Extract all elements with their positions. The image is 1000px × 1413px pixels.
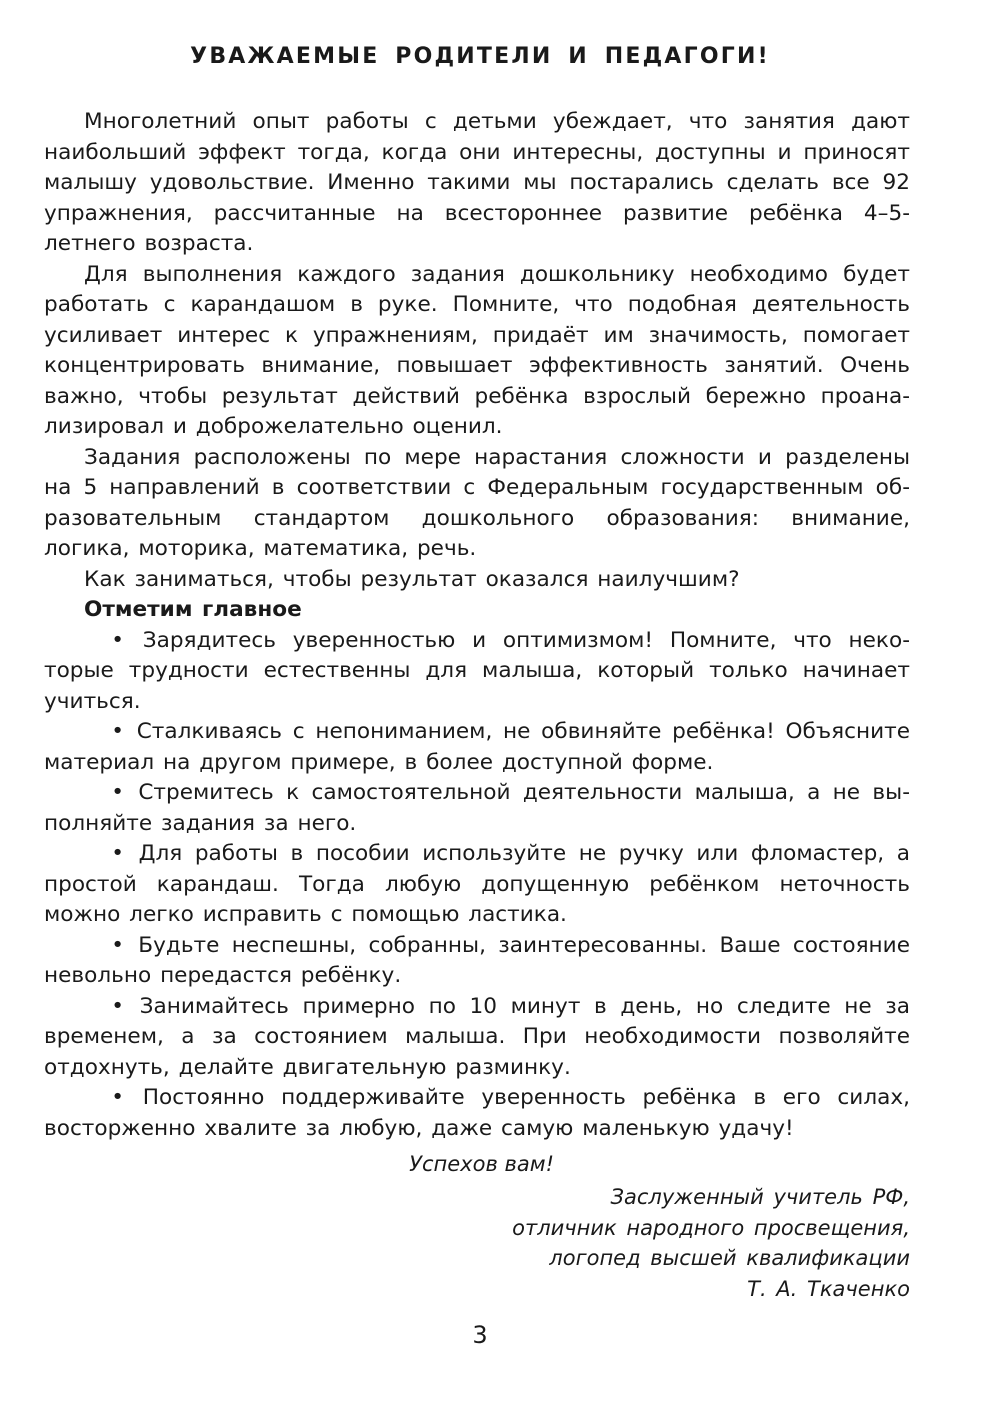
- list-item-text: Для работы в пособии используйте не ручку или фломастер, а простой карандаш. Тогда любую допущенную ребёнком неточность можно легко исправить с помощью ластика.: [44, 841, 910, 927]
- page-title: УВАЖАЕМЫЕ РОДИТЕЛИ И ПЕДАГОГИ!: [190, 44, 770, 69]
- list-item: [44, 626, 910, 718]
- list-item-text: Зарядитесь уверенностью и оптимизмом! Помните, что некоторые трудности естественны для малыша, который только начинает учиться.: [44, 627, 910, 714]
- list-item-text: Занимайтесь примерно по 10 минут в день, но следите не за временем, а за состоянием малыша. При необходимости позволяйте отдохнуть, делайте двигательную разминку.: [44, 993, 910, 1080]
- author-name: Т. А. Ткаченко: [747, 1276, 910, 1301]
- bullet-icon: •: [111, 841, 124, 866]
- list-item-text: Постоянно поддерживайте уверенность ребёнка в его силах, восторженно хвалите за любую, даже самую маленькую удачу!: [44, 1085, 910, 1141]
- paragraph-structure: Задания расположены по мере нарастания сложности и разделены на 5 направлений в соответствии с Федеральным государственным образовательным стандартом дошкольного образования: внимание, логика, моторика, математика, речь.: [44, 444, 910, 561]
- list-item: [44, 931, 910, 992]
- closing-wish: Успехов вам!: [409, 1152, 554, 1176]
- paragraph-pencil: Для выполнения каждого задания дошкольнику необходимо будет работать с карандашом в руке. Помните, что подобная деятельность усиливает интерес к упражнениям, придаёт им значимость, помогает концентрировать внимание, повышает эффективность занятий. Очень важно, чтобы результат действий ребёнка взрослый бережно проанализировал и доброжелательно оценил.: [44, 261, 910, 439]
- author-title-line: логопед высшей квалификации: [549, 1246, 910, 1270]
- list-item: [44, 717, 910, 778]
- body-text: [44, 107, 910, 1144]
- list-item: [44, 839, 910, 931]
- list-item: [44, 778, 910, 839]
- paragraph-intro: Многолетний опыт работы с детьми убеждает, что занятия дают наибольший эффект тогда, когда они интересны, доступны и приносят малышу удовольствие. Именно такими мы постарались сделать все 92 упражнения, рассчитанные на всестороннее развитие ребёнка 4–5-летнего возраста.: [44, 109, 910, 256]
- bullet-icon: •: [111, 993, 124, 1019]
- author-title-line: отличник народного просвещения,: [512, 1215, 910, 1240]
- bullet-icon: •: [111, 780, 124, 805]
- bullet-icon: •: [111, 1085, 124, 1110]
- author-signature: [300, 1182, 910, 1304]
- bullet-icon: •: [111, 932, 124, 958]
- list-item: [44, 1083, 910, 1144]
- bullet-icon: •: [111, 719, 124, 744]
- list-item-text: Сталкиваясь с непониманием, не обвиняйте ребёнка! Объясните материал на другом примере, в более доступной форме.: [44, 719, 910, 775]
- page-number: 3: [472, 1321, 488, 1349]
- bullet-icon: •: [111, 627, 124, 653]
- paragraph-question: Как заниматься, чтобы результат оказался наилучшим?: [84, 566, 740, 592]
- section-heading: Отметим главное: [84, 597, 302, 622]
- author-title-line: Заслуженный учитель РФ,: [610, 1185, 910, 1209]
- list-item-text: Будьте неспешны, собранны, заинтересованны. Ваше состояние невольно передастся ребёнку.: [44, 932, 910, 988]
- list-item: [44, 992, 910, 1084]
- list-item-text: Стремитесь к самостоятельной деятельности малыша, а не выполняйте задания за него.: [44, 780, 910, 836]
